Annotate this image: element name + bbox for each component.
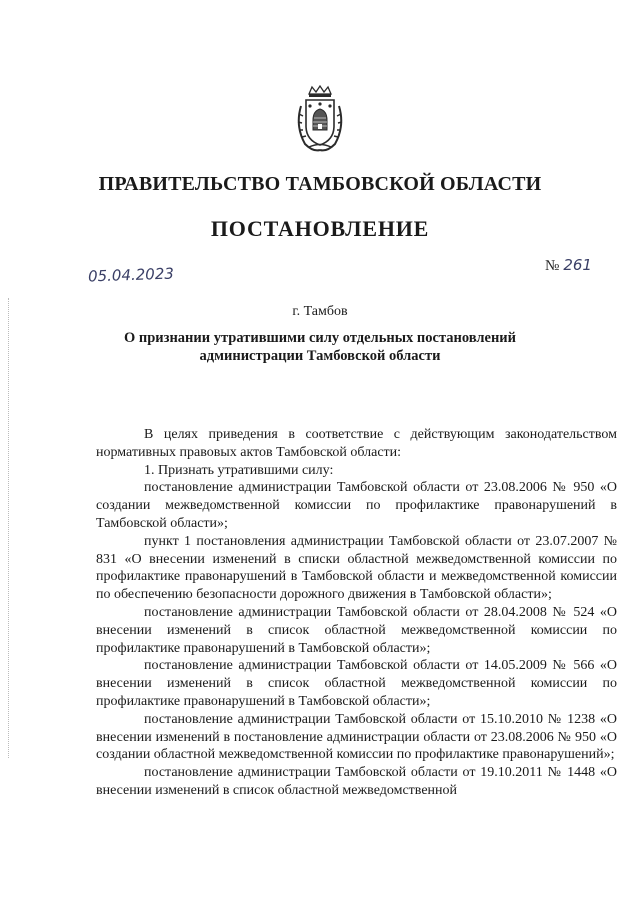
body-paragraph: постановление администрации Тамбовской области от 14.05.2009 № 566 «О внесении изменений в список областной межведомственной комиссии по профилактике правонарушений в Тамбовской области»; — [96, 658, 617, 709]
city-line: г. Тамбов — [292, 304, 348, 319]
scan-margin-mark — [8, 298, 10, 758]
subject-heading — [120, 329, 520, 365]
body-paragraph: пункт 1 постановления администрации Тамбовской области от 23.07.2007 № 831 «О внесении изменений в списки областной межведомственной комиссии по профилактике правонарушений в Тамбовской области и межведомственной комиссии по обеспечению безопасности дорожного движения в Тамбовской области»; — [96, 533, 617, 603]
document-type-heading: ПОСТАНОВЛЕНИЕ — [210, 216, 430, 241]
body-paragraph: постановление администрации Тамбовской области от 15.10.2010 № 1238 «О внесении изменений в постановление администрации области от 23.08.2006 № 950 «О создании областной межведомственной комиссии по профилактике правонарушений»; — [96, 711, 617, 763]
organization-title: ПРАВИТЕЛЬСТВО ТАМБОВСКОЙ ОБЛАСТИ — [98, 173, 542, 195]
body-paragraph: постановление администрации Тамбовской области от 23.08.2006 № 950 «О создании межведомственной комиссии по профилактике правонарушений в Тамбовской области»; — [96, 480, 617, 531]
body-paragraph: постановление администрации Тамбовской области от 19.10.2011 № 1448 «О внесении изменений в список областной межведомственной — [96, 765, 617, 798]
number-prefix: № — [545, 258, 560, 274]
handwritten-date: 05.04.2023 — [87, 264, 175, 286]
body-paragraph: постановление администрации Тамбовской области от 28.04.2008 № 524 «О внесении изменений в список областной межведомственной комиссии по профилактике правонарушений в Тамбовской области»; — [96, 604, 617, 656]
document-number — [545, 256, 592, 275]
document-body — [96, 426, 617, 800]
handwritten-number: 261 — [563, 256, 592, 274]
subject-line-2: администрации Тамбовской области — [199, 348, 441, 364]
body-paragraph: 1. Признать утратившими силу: — [144, 462, 334, 478]
body-paragraph: В целях приведения в соответствие с действующим законодательством нормативных правовых актов Тамбовской области: — [96, 427, 617, 460]
subject-line-1: О признании утратившими силу отдельных постановлений — [123, 330, 517, 346]
coat-of-arms-icon — [291, 84, 349, 154]
